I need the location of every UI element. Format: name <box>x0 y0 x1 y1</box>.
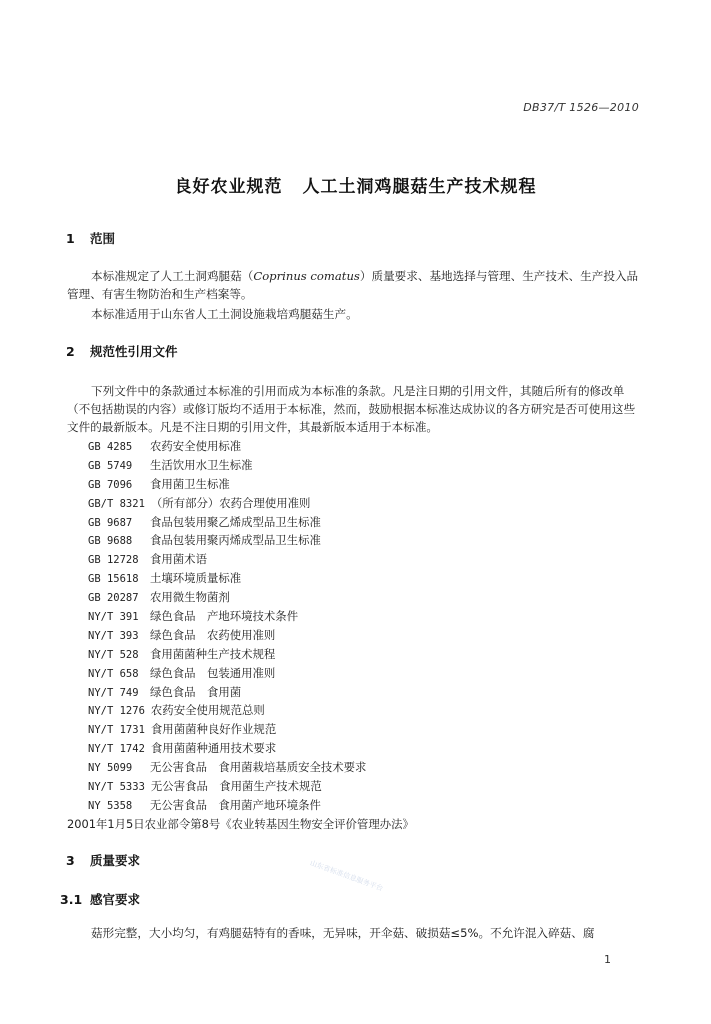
page-number: 1 <box>604 953 611 966</box>
reference-code: NY/T 528 <box>88 648 139 661</box>
section-number: 1 <box>66 231 75 246</box>
reference-code: NY/T 1731 <box>88 724 145 737</box>
section-3-heading <box>66 851 140 869</box>
reference-title: 无公害食品 食用菌产地环境条件 <box>150 797 321 812</box>
reference-item <box>67 815 414 834</box>
reference-item <box>88 513 414 532</box>
section-number: 2 <box>66 344 75 359</box>
watermark: 山东省标准信息服务平台 <box>308 858 385 893</box>
reference-title: 绿色食品 包装通用准则 <box>150 665 276 680</box>
reference-item <box>88 456 414 475</box>
reference-title: 食用菌菌种生产技术规程 <box>150 646 276 661</box>
reference-title: 绿色食品 农药使用准则 <box>150 627 276 642</box>
reference-item <box>88 777 414 796</box>
reference-code: GB 20287 <box>88 592 139 605</box>
reference-item <box>88 796 414 815</box>
reference-code: GB 9688 <box>88 535 133 548</box>
reference-title: （所有部分）农药合理使用准则 <box>150 495 311 510</box>
reference-title: 2001年1月5日农业部令第8号《农业转基因生物安全评价管理办法》 <box>67 816 414 831</box>
document-title <box>0 172 711 197</box>
reference-item <box>88 475 414 494</box>
section-title: 感官要求 <box>90 892 141 907</box>
reference-code: GB 7096 <box>88 478 133 491</box>
section-title: 质量要求 <box>90 853 141 868</box>
reference-item <box>88 437 414 456</box>
reference-item <box>88 588 414 607</box>
reference-code: GB 12728 <box>88 554 139 567</box>
reference-code: NY/T 5333 <box>88 781 145 794</box>
reference-title: 农用微生物菌剂 <box>150 590 230 605</box>
section-1-heading <box>66 229 115 247</box>
reference-code: GB 15618 <box>88 573 139 586</box>
normative-references-list <box>67 437 414 834</box>
reference-code: NY/T 658 <box>88 667 139 680</box>
latin-species-name: Coprinus comatus <box>253 269 360 283</box>
standard-code: DB37/T 1526—2010 <box>523 101 639 114</box>
reference-item <box>88 626 414 645</box>
reference-code: GB 5749 <box>88 459 133 472</box>
reference-item <box>88 569 414 588</box>
title-part-2: 人工土洞鸡腿菇生产技术规程 <box>302 177 537 197</box>
reference-code: NY/T 749 <box>88 686 139 699</box>
reference-code: NY/T 1276 <box>88 705 145 718</box>
reference-title: 食品包装用聚丙烯成型品卫生标准 <box>150 533 321 548</box>
section-3-1-text: 菇形完整，大小均匀，有鸡腿菇特有的香味，无异味，开伞菇、破损菇≤5%。不允许混入碎菇、腐 <box>91 926 595 940</box>
section-title: 规范性引用文件 <box>90 344 178 359</box>
reference-code: NY/T 391 <box>88 611 139 624</box>
reference-code: NY/T 393 <box>88 629 139 642</box>
reference-item <box>88 683 414 702</box>
reference-title: 食用菌术语 <box>150 552 207 567</box>
reference-item <box>88 550 414 569</box>
section-1-paragraph-2: 本标准适用于山东省人工土洞设施栽培鸡腿菇生产。 <box>91 307 358 321</box>
title-part-1: 良好农业规范 <box>174 177 283 197</box>
section-1-paragraph-1: 本标准规定了人工土洞鸡腿菇（Coprinus comatus）质量要求、基地选择与管理、生产技术、生产投入品管理、有害生物防治和生产档案等。 <box>67 269 639 302</box>
reference-code: GB/T 8321 <box>88 497 145 510</box>
reference-title: 生活饮用水卫生标准 <box>150 457 253 472</box>
reference-title: 农药安全使用规范总则 <box>150 703 265 718</box>
reference-title: 绿色食品 食用菌 <box>150 684 242 699</box>
reference-item <box>88 494 414 513</box>
section-3-1-heading <box>60 890 140 908</box>
reference-code: NY 5358 <box>88 799 133 812</box>
reference-item <box>88 739 414 758</box>
reference-title: 食用菌菌种通用技术要求 <box>150 741 277 756</box>
section-2-intro: 下列文件中的条款通过本标准的引用而成为本标准的条款。凡是注日期的引用文件，其随后所有的修改单（不包括勘误的内容）或修订版均不适用于本标准，然而，鼓励根据本标准达成协议的各方研究是否可使用这些文件的最新版本。凡是不注日期的引用文件，其最新版本适用于本标准。 <box>67 384 636 435</box>
reference-code: NY 5099 <box>88 762 133 775</box>
reference-title: 无公害食品 食用菌生产技术规范 <box>150 779 322 794</box>
reference-code: GB 9687 <box>88 516 133 529</box>
reference-item <box>88 720 414 739</box>
reference-code: GB 4285 <box>88 441 133 453</box>
section-2-heading <box>66 342 178 360</box>
reference-title: 农药安全使用标准 <box>150 439 242 453</box>
reference-title: 食用菌菌种良好作业规范 <box>150 722 277 737</box>
reference-title: 无公害食品 食用菌栽培基质安全技术要求 <box>150 760 367 775</box>
section-number: 3.1 <box>60 892 83 907</box>
section-title: 范围 <box>90 231 116 246</box>
reference-code: NY/T 1742 <box>88 743 145 756</box>
reference-item <box>88 758 414 777</box>
reference-item <box>88 645 414 664</box>
reference-title: 食品包装用聚乙烯成型品卫生标准 <box>150 514 321 529</box>
reference-item <box>88 701 414 720</box>
section-number: 3 <box>66 853 75 868</box>
reference-item <box>88 531 414 550</box>
reference-title: 绿色食品 产地环境技术条件 <box>150 609 299 624</box>
reference-item <box>88 664 414 683</box>
reference-title: 食用菌卫生标准 <box>150 476 230 491</box>
reference-title: 土壤环境质量标准 <box>150 571 242 586</box>
reference-item <box>88 607 414 626</box>
